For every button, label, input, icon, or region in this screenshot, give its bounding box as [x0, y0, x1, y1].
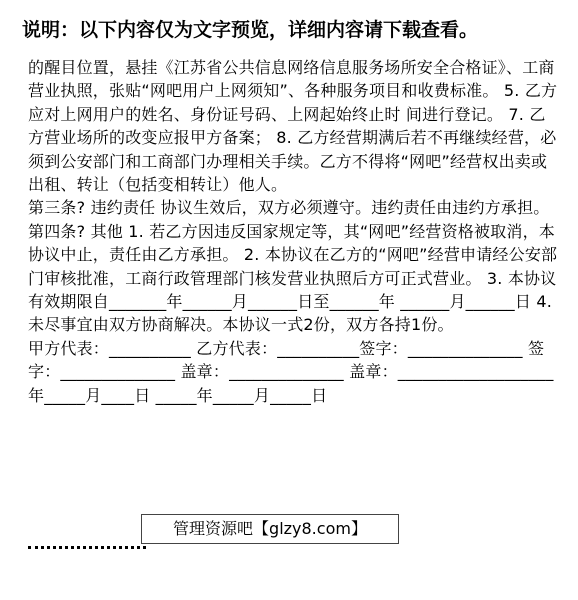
document-body [28, 56, 558, 407]
preview-notice: 说明：以下内容仅为文字预览，详细内容请下载查看。 [22, 19, 479, 41]
document-paragraph: 第三条? 违约责任 协议生效后，双方必须遵守。违约责任由违约方承担。 [28, 198, 550, 218]
document-paragraph: 的醒目位置，悬挂《江苏省公共信息网络信息服务场所安全合格证》、工商营业执照，张贴“网吧用户上网须知”、各种服务项目和收费标准。 5. 乙方应对上网用户的姓名、身份证号码、上网起始终止时 间进行登记。 7. 乙方营业场所的改变应报甲方备案； 8. 乙方经营期满后若不再继续经营，必须到公安部门和工商部门办理相关手续。乙方不得将“网吧”经营权出卖或出租、转让（包括变相转让）他人。 [28, 58, 558, 195]
document-paragraph: 第四条? 其他 1. 若乙方因违反国家规定等，其“网吧”经营资格被取消，本协议中止，责任由乙方承担。 2. 本协议在乙方的“网吧”经营申请经公安部门审核批准，工商行政管理部门核发营业执照后方可正式营业。 3. 本协议有效期限自_______年______月______日至______年 ______月______日 4. 未尽事宜由双方协商解决。本协议一式2份，双方各持1份。 [28, 221, 558, 335]
watermark-banner: 管理资源吧【glzy8.com】 [141, 514, 399, 544]
document-paragraph: 甲方代表：__________ 乙方代表：__________签字：______________ 签字：______________ 盖章：______________ 盖章：___________________年_____月____日 _____年_____月_____日 [28, 338, 554, 405]
truncation-dots [28, 536, 146, 549]
